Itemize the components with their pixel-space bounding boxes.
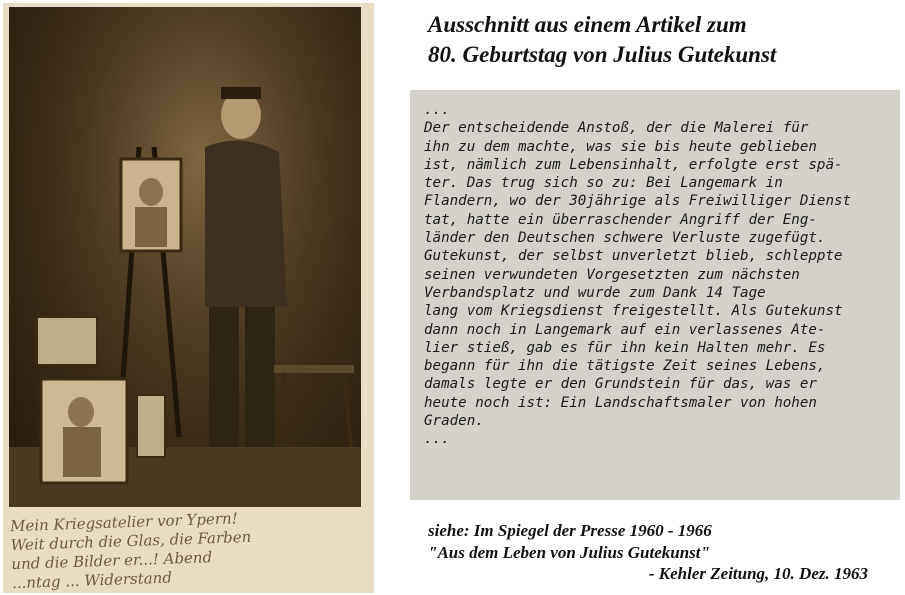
title-line-2: 80. Geburtstag von Julius Gutekunst [428,42,777,67]
clipping-line: heute noch ist: Ein Landschaftsmaler von hohen [424,394,817,411]
handwriting-line: und die Bilder er...! Abend [11,548,213,574]
handwriting-line: Weit durch die Glas, die Farben [10,527,252,555]
clipping-line: ... [424,431,450,448]
clipping-line: tat, hatte ein überraschender Angriff der Eng- [424,211,817,228]
title-line-1: Ausschnitt aus einem Artikel zum [428,12,747,37]
source-reference [428,520,898,585]
clipping-line: damals legte er den Grundstein für das, was er [424,376,817,393]
clipping-line: Der entscheidende Anstoß, der die Malerei für [424,120,809,137]
photo-scene [9,7,361,507]
clipping-line: ter. Das trug sich so zu: Bei Langemark in [424,175,783,192]
historic-photograph [3,3,374,593]
clipping-line: Graden. [424,413,484,430]
clipping-line: Verbandsplatz und wurde zum Dank 14 Tage [424,284,766,301]
clipping-text [424,101,886,449]
clipping-line: lier stieß, gab es für ihn kein Halten mehr. Es [424,339,826,356]
clipping-line: ihn zu dem machte, was sie bis heute geblieben [424,138,817,155]
clipping-line: Flandern, wo der 30jährige als Freiwilliger Dienst [424,193,852,210]
clipping-line: Gutekunst, der selbst unverletzt blieb, schleppte [424,248,843,265]
newspaper-clipping [410,90,900,500]
source-line-3: - Kehler Zeitung, 10. Dez. 1963 [648,564,868,583]
handwriting-line: Mein Kriegsatelier vor Ypern! [9,509,239,536]
clipping-line: ... [424,102,450,118]
clipping-line: länder den Deutschen schwere Verluste zugefügt. [424,230,826,247]
source-line-2: "Aus dem Leben von Julius Gutekunst" [428,542,710,562]
photo-illustration [9,7,361,507]
clipping-line: seinen verwundeten Vorgesetzten zum nächsten [424,266,800,283]
handwritten-caption [10,505,368,595]
source-line-1: siehe: Im Spiegel der Presse 1960 - 1966 [428,521,712,540]
page-title [428,10,898,70]
handwriting-line: ...ntag ... Widerstand [11,568,173,593]
clipping-line: lang vom Kriegsdienst freigestellt. Als Gutekunst [424,303,843,320]
clipping-line: begann für ihn die tätigste Zeit seines Lebens, [424,358,826,375]
clipping-line: dann noch in Langemark auf ein verlassenes Ate- [424,321,826,338]
clipping-line: ist, nämlich zum Lebensinhalt, erfolgte erst spä- [424,156,843,173]
